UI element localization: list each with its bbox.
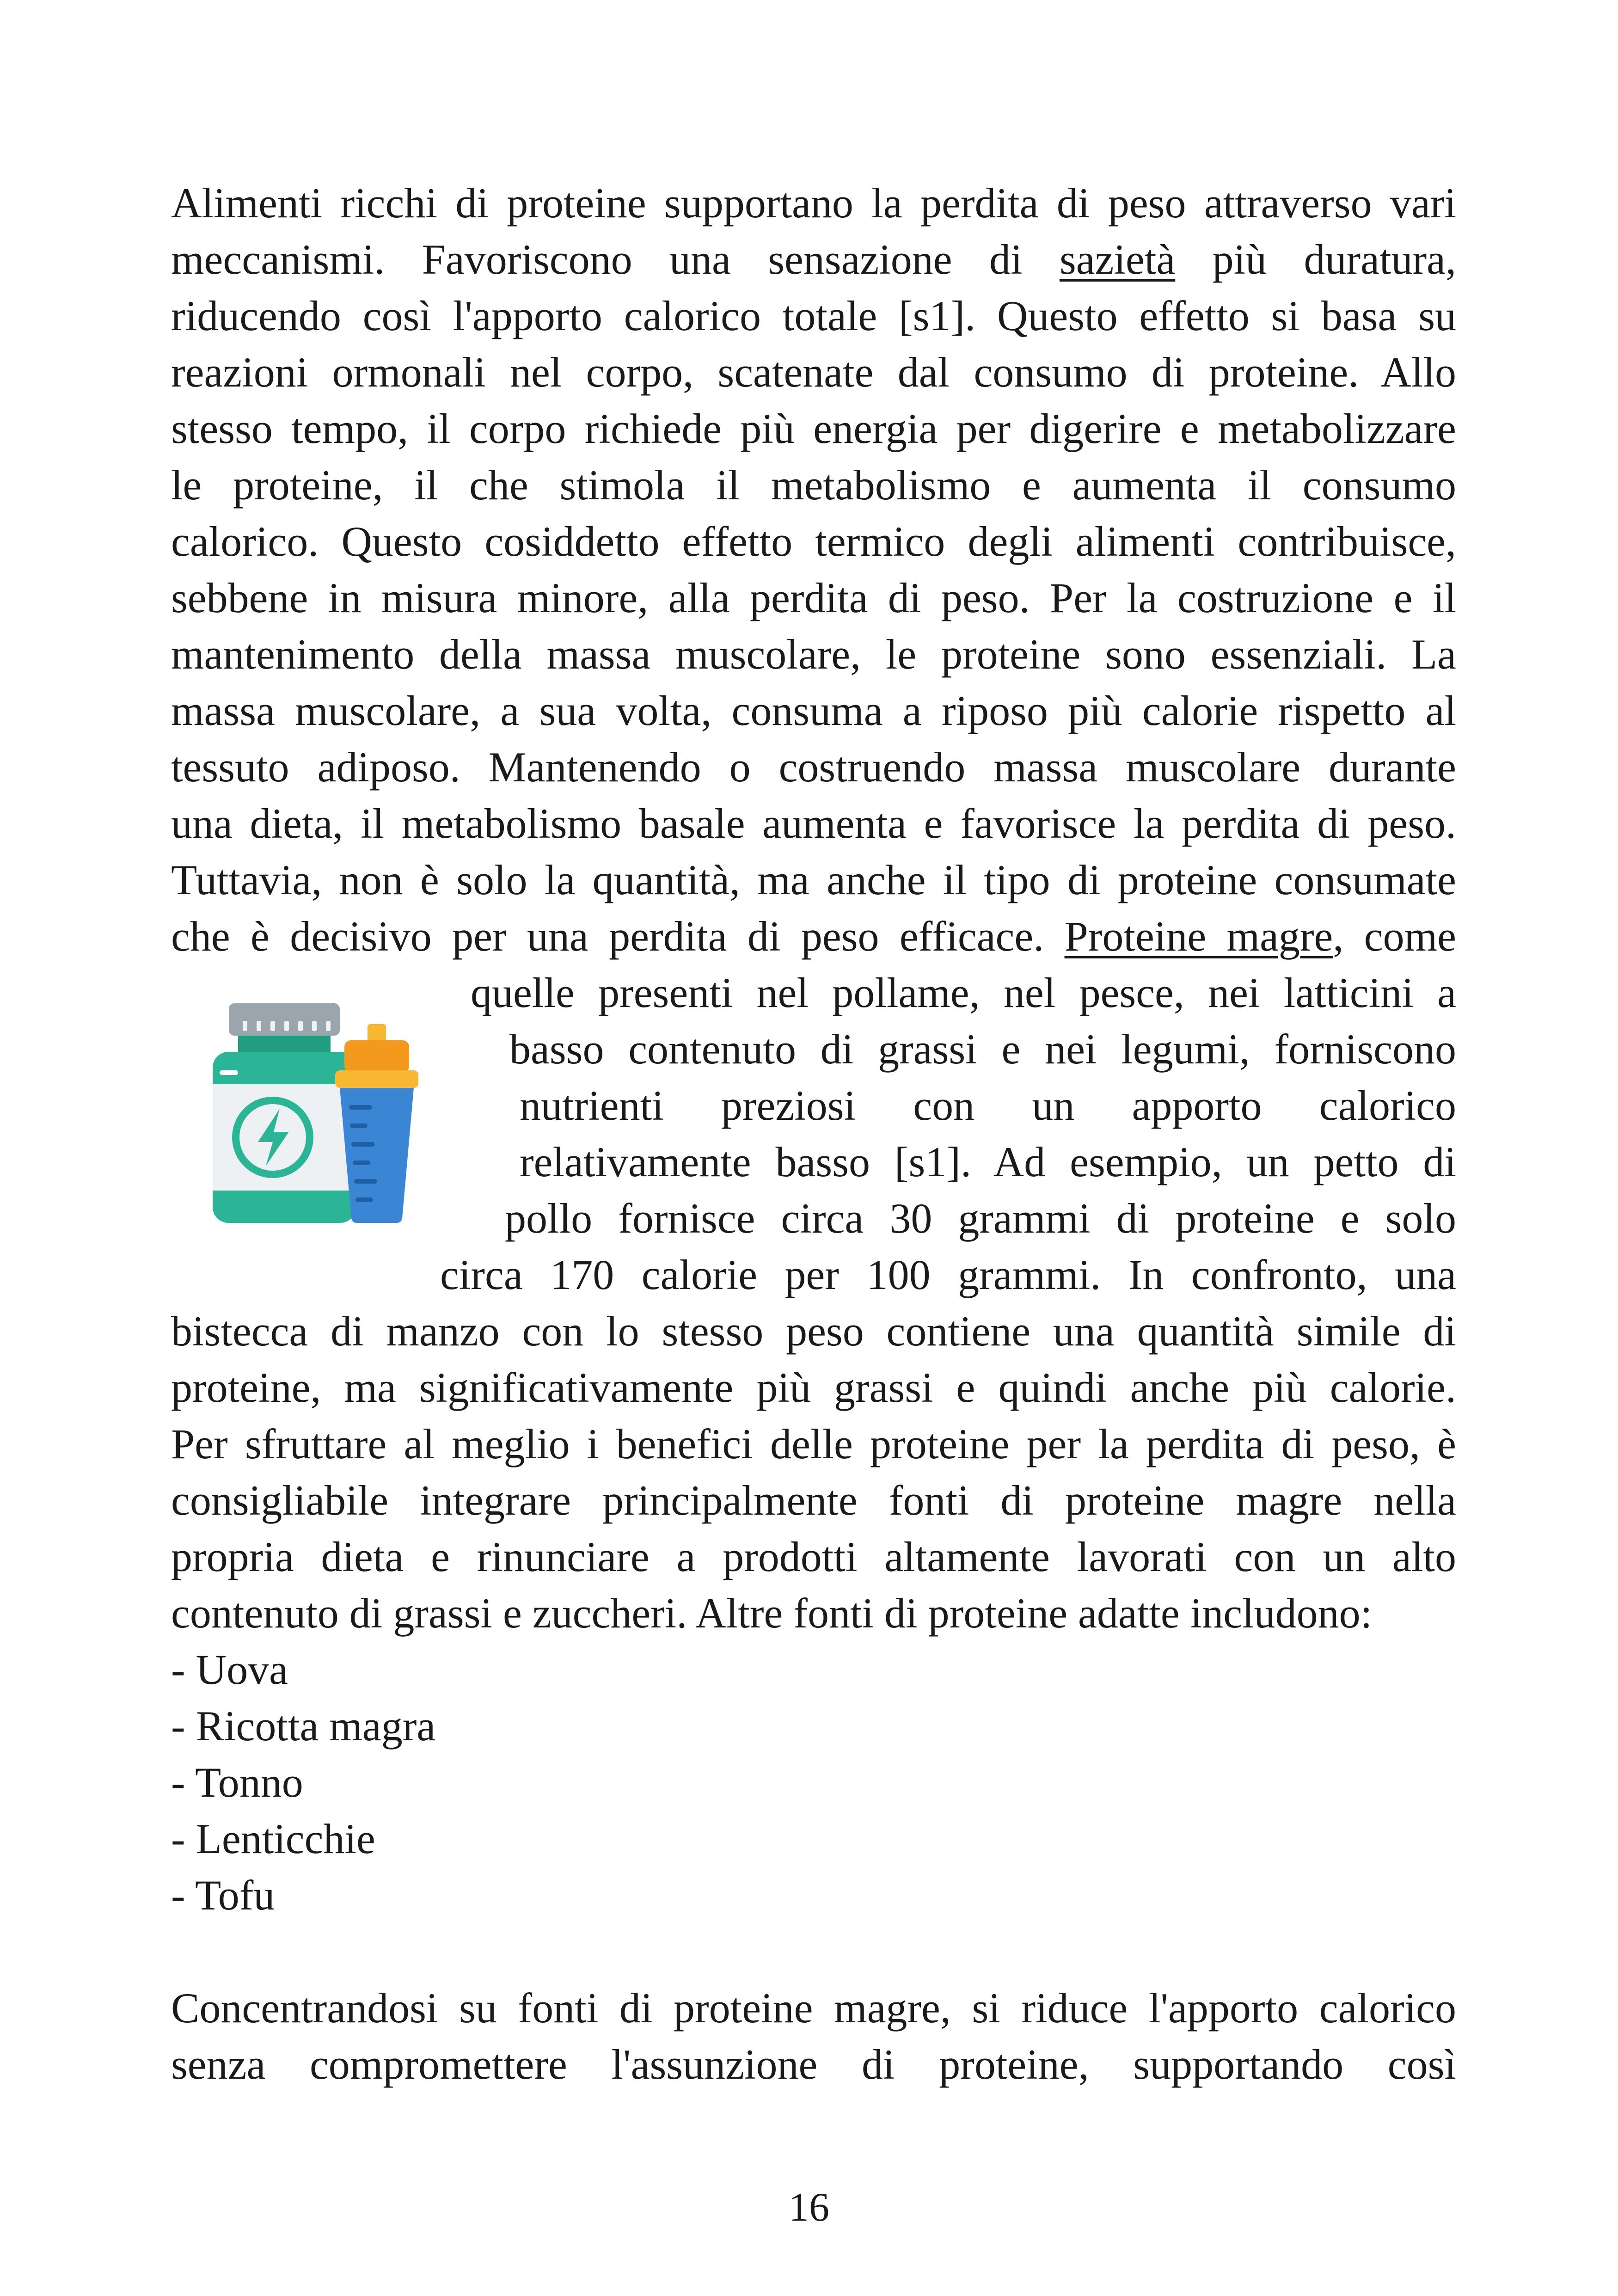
text-line: sebbene in misura minore, alla perdita di peso. Per la costruzione e il bbox=[171, 574, 1456, 621]
text-line: riducendo così l'apporto calorico totale [s1]. Questo effetto si basa su bbox=[171, 292, 1456, 339]
text-line: tessuto adiposo. Mantenendo o costruendo massa muscolare durante bbox=[171, 743, 1456, 791]
jar-neck bbox=[238, 1036, 331, 1054]
text-line: circa 170 calorie per 100 grammi. In confronto, una bbox=[440, 1251, 1456, 1298]
text-span: , come bbox=[1333, 913, 1456, 960]
text-line: Alimenti ricchi di proteine supportano la perdita di peso attraverso vari bbox=[171, 179, 1456, 227]
list-item: - Uova bbox=[171, 1646, 288, 1693]
list-item: - Lenticchie bbox=[171, 1815, 375, 1862]
text-line: senza compromettere l'assunzione di proteine, supportando così bbox=[171, 2041, 1456, 2088]
text-span: più duratura, bbox=[1212, 236, 1457, 283]
text-line: massa muscolare, a sua volta, consuma a riposo più calorie rispetto al bbox=[171, 687, 1456, 734]
text-span: che è decisivo per una perdita di peso efficace. bbox=[171, 913, 1044, 960]
text-line: pollo fornisce circa 30 grammi di proteine e solo bbox=[505, 1195, 1456, 1242]
protein-supplement-svg bbox=[203, 1003, 444, 1225]
text-line: bistecca di manzo con lo stesso peso contiene una quantità simile di bbox=[171, 1308, 1456, 1355]
shaker-ring bbox=[335, 1070, 418, 1088]
text-line bbox=[171, 231, 1456, 288]
text-line: Tuttavia, non è solo la quantità, ma anche il tipo di proteine consumate bbox=[171, 856, 1456, 903]
text-line: proteine, ma significativamente più grassi e quindi anche più calorie. bbox=[171, 1364, 1456, 1411]
sazieta-link[interactable]: sazietà bbox=[1059, 236, 1176, 283]
text-line: basso contenuto di grassi e nei legumi, forniscono bbox=[509, 1025, 1456, 1073]
text-line: calorico. Questo cosiddetto effetto termico degli alimenti contribuisce, bbox=[171, 518, 1456, 565]
text-line: stesso tempo, il corpo richiede più energia per digerire e metabolizzare bbox=[171, 405, 1456, 452]
list-item: - Ricotta magra bbox=[171, 1702, 436, 1750]
text-line bbox=[171, 908, 1456, 964]
text-line: Concentrandosi su fonti di proteine magre, si riduce l'apporto calorico bbox=[171, 1984, 1456, 2032]
text-line: reazioni ormonali nel corpo, scatenate dal consumo di proteine. Allo bbox=[171, 349, 1456, 396]
text-line: mantenimento della massa muscolare, le proteine sono essenziali. La bbox=[171, 631, 1456, 678]
list-item: - Tofu bbox=[171, 1872, 275, 1919]
list-item: - Tonno bbox=[171, 1759, 303, 1806]
text-line: quelle presenti nel pollame, nel pesce, nei latticini a bbox=[471, 969, 1456, 1016]
proteine-magre-link[interactable]: Proteine magre bbox=[1064, 913, 1333, 960]
text-line: Per sfruttare al meglio i benefici delle proteine per la perdita di peso, è bbox=[171, 1420, 1456, 1467]
text-line: una dieta, il metabolismo basale aumenta e favorisce la perdita di peso. bbox=[171, 800, 1456, 847]
text-line: relativamente basso [s1]. Ad esempio, un petto di bbox=[520, 1138, 1456, 1185]
text-span: meccanismi. Favoriscono una sensazione di bbox=[171, 236, 1023, 283]
shaker-cap bbox=[344, 1040, 409, 1073]
text-line: le proteine, il che stimola il metabolismo e aumenta il consumo bbox=[171, 461, 1456, 509]
text-line: propria dieta e rinunciare a prodotti altamente lavorati con un alto bbox=[171, 1533, 1456, 1580]
protein-supplement-icon bbox=[203, 1003, 444, 1225]
shaker-spout bbox=[368, 1024, 386, 1043]
text-line: contenuto di grassi e zuccheri. Altre fonti di proteine adatte includono: bbox=[171, 1590, 1373, 1637]
text-line: consigliabile integrare principalmente fonti di proteine magre nella bbox=[171, 1477, 1456, 1524]
text-line: nutrienti preziosi con un apporto calorico bbox=[520, 1082, 1456, 1129]
page-number: 16 bbox=[789, 2185, 829, 2230]
